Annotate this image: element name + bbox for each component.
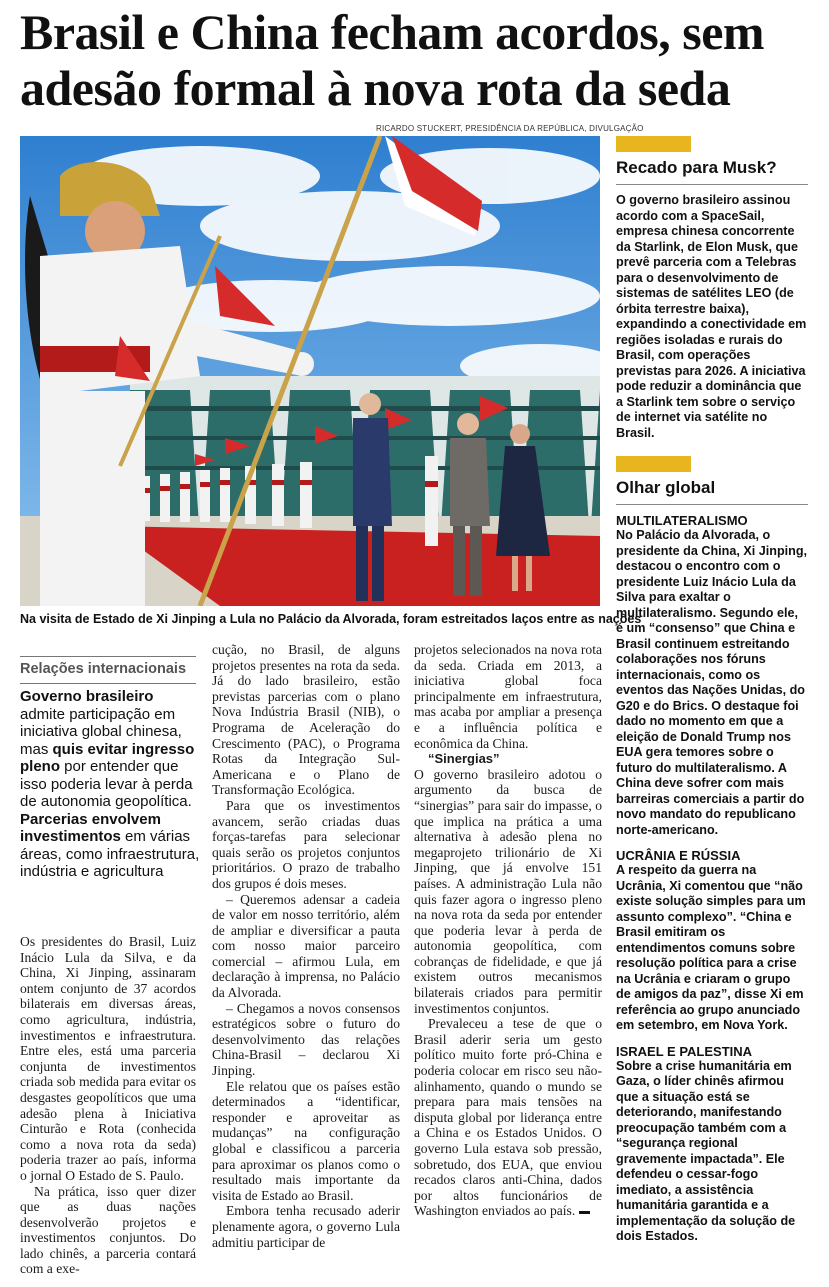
sidebar-body: No Palácio da Alvorada, o presidente da China, Xi Jinping, destacou o encontro com o presidente Luiz Inácio Lula da Silva para exaltar o multilateralismo. Segundo ele, é um “consenso” que China e Brasil continuem estreitando colaborações nos fóruns internacionais, como os eventos das Nações Unidas, do G20 e do Brics. O destaque foi dado no momento em que a eleição de Donald Trump nos EUA gera temores sobre o futuro do multilateralismo. A China deve sofrer com mais barreiras comerciais a partir do novo mandato do republicano norte-americano. [616, 528, 808, 837]
end-mark-icon [579, 1211, 590, 1214]
accent-bar [616, 136, 691, 152]
accent-bar [616, 456, 691, 472]
body-paragraph: Para que os investimentos avancem, serão criadas duas forças-tarefas para selecionar quais serão os projetos conjuntos prioritários. O prazo de trabalho dos grupos é dois meses. [212, 797, 400, 891]
sidebar-title: Recado para Musk? [616, 158, 808, 185]
section-label: Relações internacionais [20, 656, 196, 684]
body-paragraph: Na prática, isso quer dizer que as duas nações desenvolverão projetos e investimentos conjuntos. Do lado chinês, a parceria contará com a exe- [20, 1183, 196, 1277]
sidebar-heading-multilateralismo: MULTILATERALISMO [616, 513, 748, 528]
news-photo [20, 136, 600, 606]
body-paragraph: O governo brasileiro adotou o argumento da busca de “sinergias” para sair do impasse, o que implica na prática a uma alternativa à adesão plena no megaprojeto trilionário de Xi Jinping, que já envolve 151 países. A administração Lula não quis fazer agora o ingresso pleno na nova rota da seda por entender que poderia levar à perda de autonomia geopolítica, com cobranças de fidelidade, e que já existem outros mecanismos bilaterais criados para permitir investimentos conjuntos. [414, 766, 602, 1016]
body-column-1 [20, 934, 196, 1277]
body-column-3 [414, 642, 602, 1219]
dek-part3: quis evitar ingresso pleno [20, 740, 195, 775]
sidebar-body: O governo brasileiro assinou acordo com a SpaceSail, empresa chinesa concorrente da Starlink, de Elon Musk, que prevê parceria com a Telebras para o desenvolvimento de sistemas de satélites LEO (de órbita terrestre baixa), expandindo a conectividade em regiões isoladas e rurais do Brasil, com operações previstas para 2026. A iniciativa pode reduzir a dominância que a Starlink tem sobre o serviço de internet via satélite no Brasil. [616, 193, 807, 440]
sidebar-heading-israel-palestina: ISRAEL E PALESTINA [616, 1043, 753, 1059]
body-paragraph: – Chegamos a novos consensos estratégicos sobre o futuro do desenvolvimento das relações China-Brasil – declarou Xi Jinping. [212, 1000, 400, 1079]
photo-caption: Na visita de Estado de Xi Jinping a Lula no Palácio da Alvorada, foram estreitados laços entre as nações [20, 612, 642, 626]
dek-part4: por entender que isso poderia levar à perda de autonomia geopolítica. [20, 758, 193, 810]
body-paragraph [414, 1016, 602, 1219]
dek-part2: admite participação em iniciativa global chinesa, mas [20, 705, 182, 758]
body-paragraph: Embora tenha recusado aderir plenamente agora, o governo Lula admitiu participar de [212, 1203, 400, 1250]
sidebar-heading-ucrania-russia: UCRÂNIA E RÚSSIA [616, 848, 741, 863]
dek-part1: Governo brasileiro [20, 688, 154, 705]
sidebar-recado-para-musk [616, 136, 808, 441]
body-column-2 [212, 642, 400, 1250]
sidebar-body: A respeito da guerra na Ucrânia, Xi comentou que “não existe solução simples para um assunto complexo”. “China e Brasil emitiram os entendimentos comuns sobre resolução política para a crise na Ucrânia e criaram o grupo de amigos da paz”, disse Xi em referência ao grupo anunciado em setembro, em Nova York. [616, 863, 806, 1032]
sidebar-title: Olhar global [616, 478, 808, 505]
body-paragraph: cução, no Brasil, de alguns projetos presentes na rota da seda. Já do lado brasileiro, estão previstas parcerias com o plano Nova Indústria Brasil (NIB), o Programa de Aceleração do Crescimento (PAC), o Programa Rotas da Integração Sul-Americana e o Plano de Transformação Ecológica. [212, 642, 400, 798]
photo-credit: RICARDO STUCKERT, PRESIDÊNCIA DA REPÚBLICA, DIVULGAÇÃO [376, 124, 644, 133]
photo-illustration [20, 136, 600, 606]
sidebar-body: Sobre a crise humanitária em Gaza, o líder chinês afirmou que a situação está se deteriorando, manifestando preocupação também com a “segurança regional gravemente impactada”. Ele defendeu o cessar-fogo imediato, a assistência humanitária garantida e a implementação da solução de dois Estados. [616, 1058, 796, 1243]
body-paragraph: Ele relatou que os países estão determinados a “identificar, responder e aproveitar as mudanças” na configuração global e classificou a parceria para aproximar os planos como o resultado mais importante da visita de Estado ao Brasil. [212, 1078, 400, 1203]
body-paragraph: – Queremos adensar a cadeia de valor em nosso território, além de ampliar e diversificar a pauta com nosso maior parceiro comercial – afirmou Lula, em declaração à imprensa, no Palácio da Alvorada. [212, 891, 400, 1001]
subhead-sinergias: “Sinergias” [428, 751, 500, 767]
body-paragraph-text: Prevaleceu a tese de que o Brasil aderir seria um gesto político muito forte pró-China e poderia colocar em risco seu não-alinhamento, quando o mundo se prepara para mais tensões na disputa global por liderança entre a China e os Estados Unidos. O governo Lula estava sob pressão, sobretudo, dos EUA, que enviou recados claros anti-China, dados por altos funcionários de Washington enviados ao país. [414, 1016, 602, 1219]
headline: Brasil e China fecham acordos, sem adesão formal à nova rota da seda [20, 4, 765, 116]
sidebar-olhar-global [616, 456, 808, 1245]
dek [20, 688, 200, 881]
dek-part6: em várias áreas, como infraestrutura, indústria e agricultura [20, 828, 200, 880]
body-paragraph: projetos selecionados na nova rota da seda. Criada em 2013, a iniciativa global foca principalmente em infraestrutura, mas acaba por ampliar a presença e a influência política e econômica da China. [414, 642, 602, 751]
body-paragraph: Os presidentes do Brasil, Luiz Inácio Lula da Silva, e da China, Xi Jinping, assinaram ontem conjunto de 37 acordos bilaterais em diversas áreas, como agricultura, indústria, investimentos e infraestrutura. Entre eles, está uma parceria conjunta de investimentos criada sob medida para evitar os desgastes geopolíticos que uma adesão plena à Iniciativa Cinturão e Rota (conhecida como a nova rota da seda) poderia trazer ao país, informa o jornal O Estado de S. Paulo. [20, 934, 196, 1183]
dek-part5: Parcerias envolvem investimentos [20, 810, 161, 845]
